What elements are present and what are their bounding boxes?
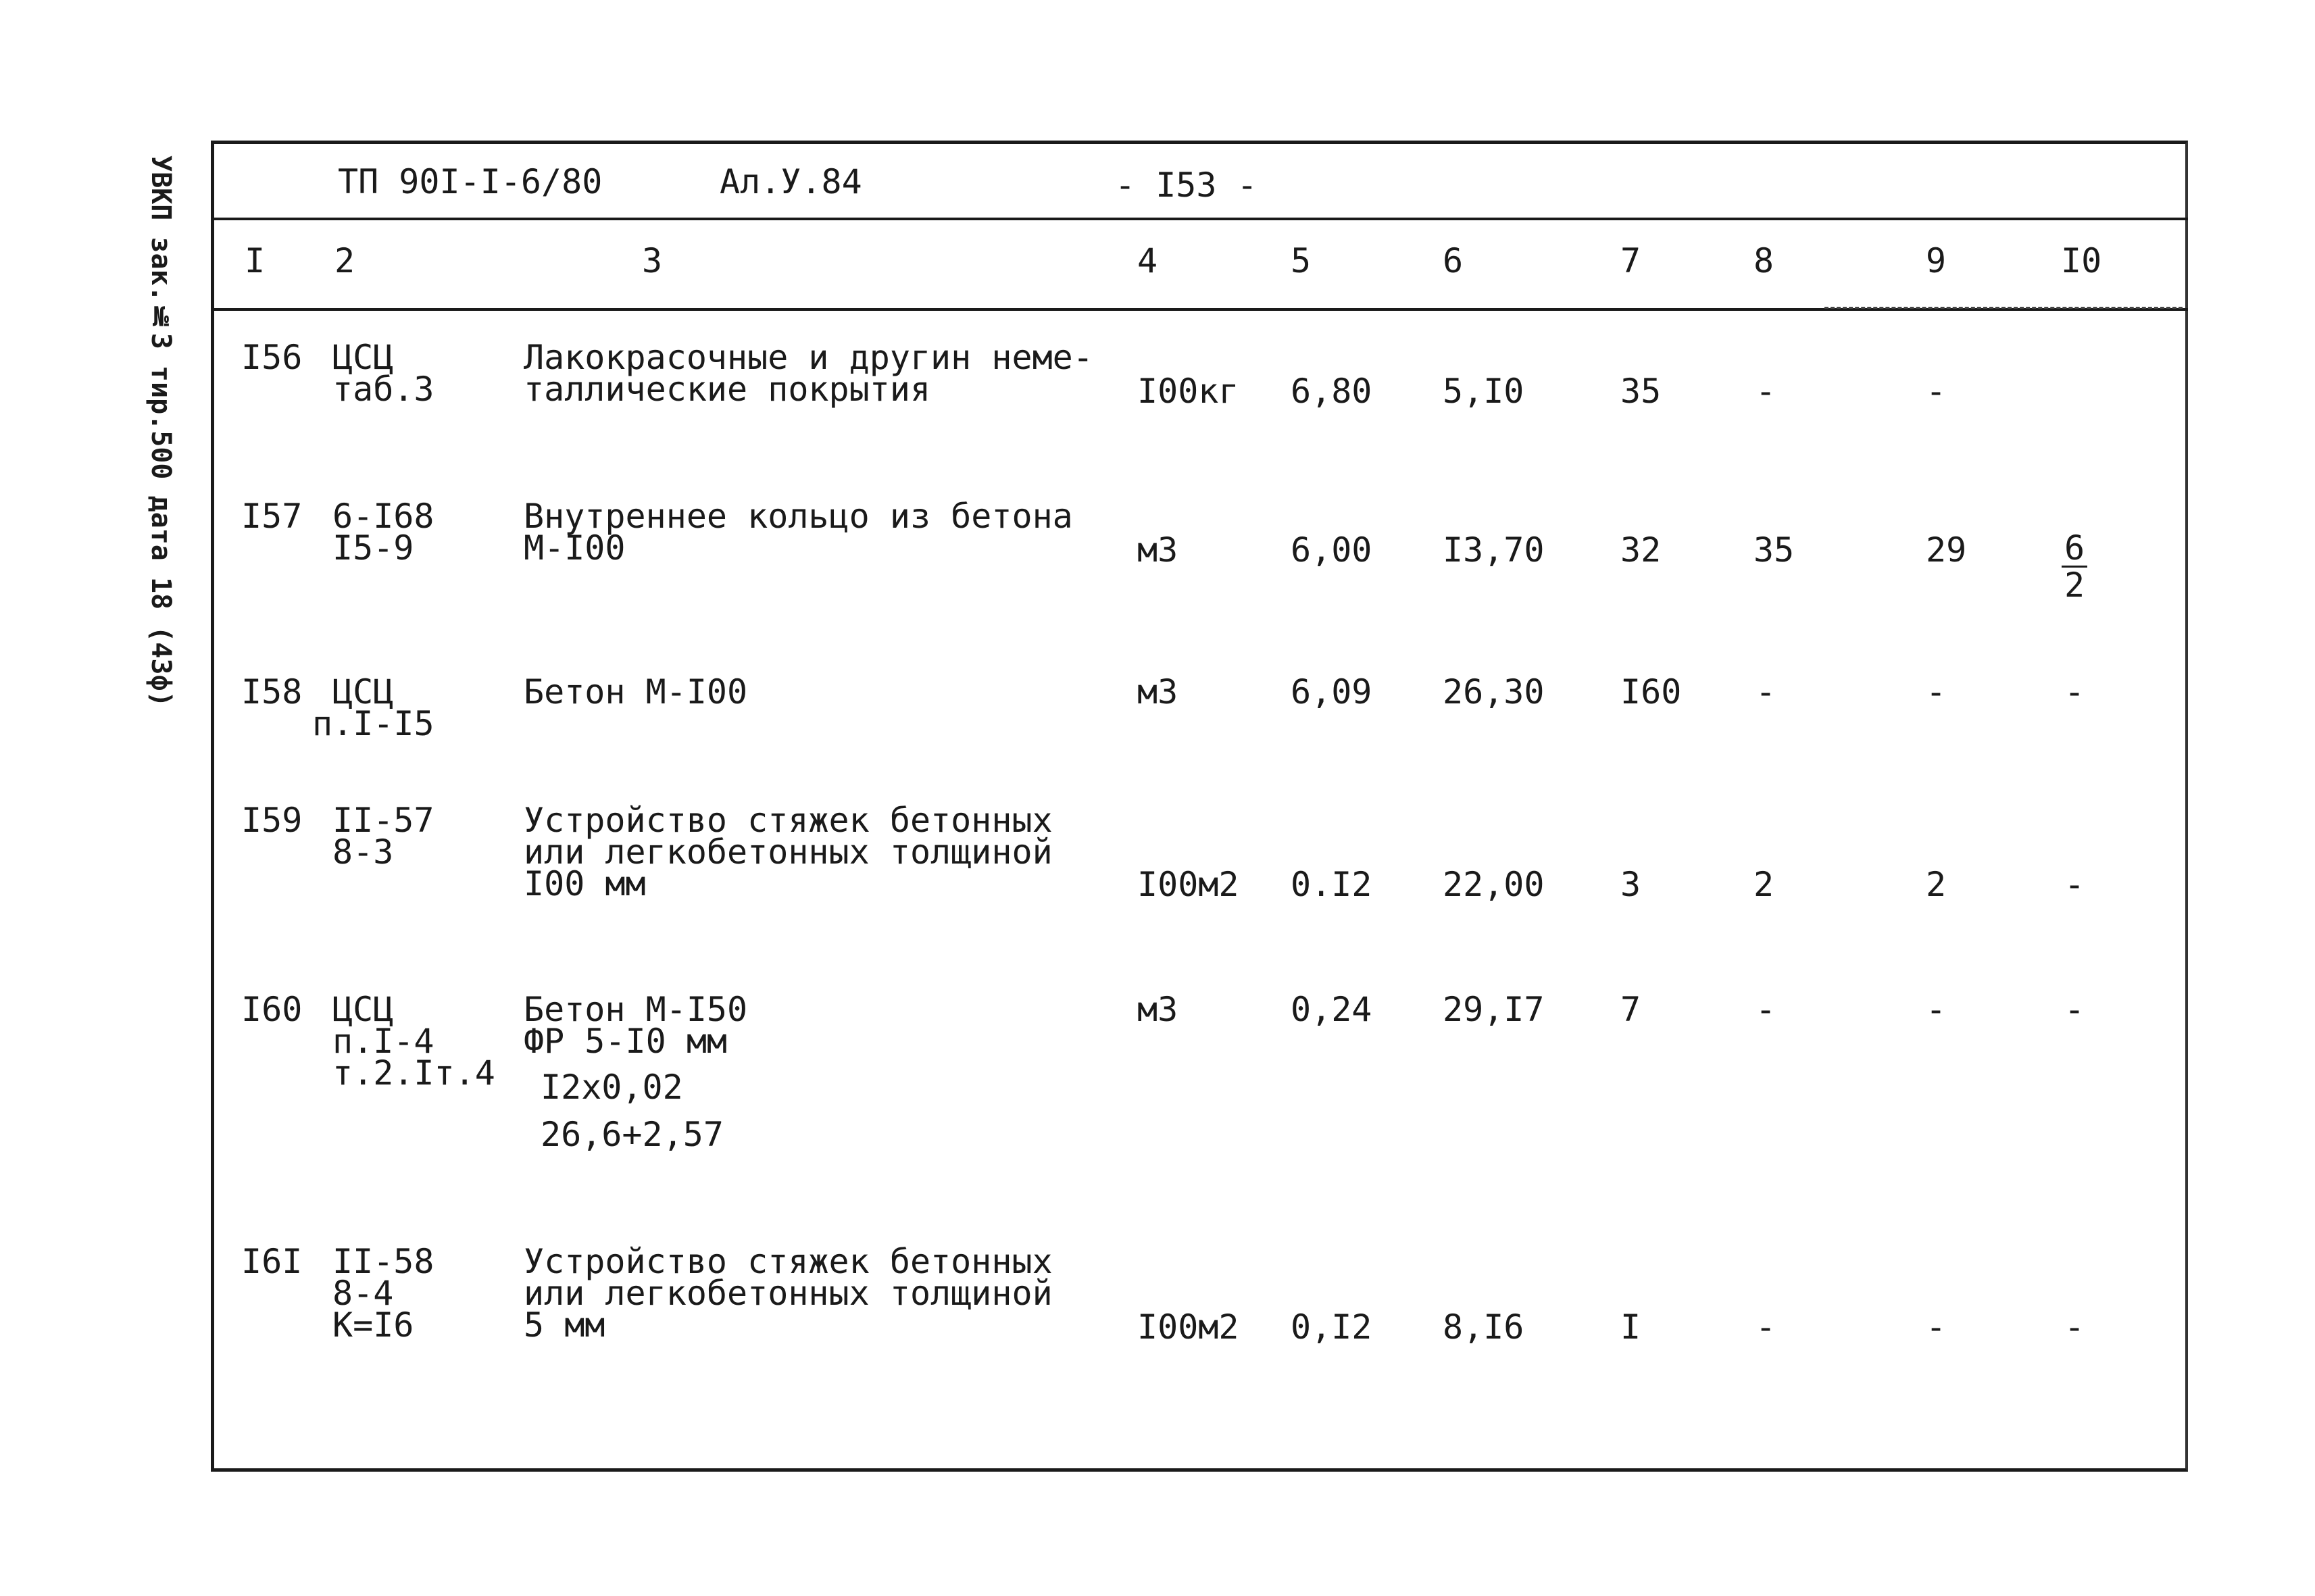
row-description: таллические покрытия bbox=[524, 370, 931, 409]
row-number: I6I bbox=[241, 1242, 303, 1281]
row-description: Внутреннее кольцо из бетона bbox=[524, 497, 1073, 536]
fraction-denominator: 2 bbox=[2064, 566, 2085, 605]
row-description: Бетон М-I00 bbox=[524, 672, 748, 712]
row-description: или легкобетонных толщиной bbox=[524, 832, 1053, 872]
row-description: М-I00 bbox=[524, 528, 626, 568]
row-code: 8-3 bbox=[332, 832, 394, 872]
row-code: II-57 bbox=[332, 801, 434, 840]
row-col5: 6,00 bbox=[1291, 530, 1372, 570]
row-col9: - bbox=[1926, 990, 1947, 1029]
row-col7: I60 bbox=[1620, 672, 1682, 712]
row-description: I00 мм bbox=[524, 864, 646, 903]
col-header-9: 9 bbox=[1926, 241, 1947, 280]
row-description: Устройство стяжек бетонных bbox=[524, 1242, 1053, 1281]
col-header-3: 3 bbox=[642, 241, 663, 280]
row-col8: - bbox=[1756, 1307, 1776, 1347]
row-col8: - bbox=[1756, 372, 1776, 411]
row-col6: 29,I7 bbox=[1443, 990, 1545, 1029]
row-number: I58 bbox=[241, 672, 303, 712]
row-col8: - bbox=[1756, 990, 1776, 1029]
document-code: ТП 90I-I-6/80 bbox=[338, 162, 603, 201]
row-unit: м3 bbox=[1137, 672, 1178, 712]
row-number: I59 bbox=[241, 801, 303, 840]
row-col7: 32 bbox=[1620, 530, 1662, 570]
row-col6: 26,30 bbox=[1443, 672, 1545, 712]
row-description: Устройство стяжек бетонных bbox=[524, 801, 1053, 840]
dashed-rule bbox=[1824, 307, 2183, 309]
row-col9: - bbox=[1926, 372, 1947, 411]
row-col9: 29 bbox=[1926, 530, 1967, 570]
row-col10: - bbox=[2064, 672, 2085, 712]
row-unit: м3 bbox=[1137, 990, 1178, 1029]
row-col8: - bbox=[1756, 672, 1776, 712]
row-col6: 8,I6 bbox=[1443, 1307, 1524, 1347]
row-col10: - bbox=[2064, 990, 2085, 1029]
row-col5: 6,09 bbox=[1291, 672, 1372, 712]
row-col6: I3,70 bbox=[1443, 530, 1545, 570]
row-code: II-58 bbox=[332, 1242, 434, 1281]
row-col9: - bbox=[1926, 1307, 1947, 1347]
row-unit: I00м2 bbox=[1137, 865, 1239, 904]
row-col10-fraction bbox=[2054, 530, 2095, 603]
row-description: Бетон М-I50 bbox=[524, 990, 748, 1029]
row-code: ЦСЦ bbox=[332, 990, 394, 1029]
row-col7: 7 bbox=[1620, 990, 1641, 1029]
row-code: п.I-I5 bbox=[312, 704, 434, 743]
row-col7: 3 bbox=[1620, 865, 1641, 904]
row-col8: 35 bbox=[1753, 530, 1795, 570]
row-code: К=I6 bbox=[332, 1305, 414, 1345]
col-header-2: 2 bbox=[334, 241, 355, 280]
row-col7: 35 bbox=[1620, 372, 1662, 411]
row-col9: - bbox=[1926, 672, 1947, 712]
row-code: I5-9 bbox=[332, 528, 414, 568]
row-col5: 6,80 bbox=[1291, 372, 1372, 411]
row-calc: 26,6+2,57 bbox=[541, 1115, 724, 1154]
row-description: 5 мм bbox=[524, 1305, 605, 1345]
row-description: ФР 5-I0 мм bbox=[524, 1022, 728, 1061]
row-col5: 0,I2 bbox=[1291, 1307, 1372, 1347]
col-header-5: 5 bbox=[1291, 241, 1312, 280]
row-col7: I bbox=[1620, 1307, 1641, 1347]
row-col10: - bbox=[2064, 865, 2085, 904]
col-header-7: 7 bbox=[1620, 241, 1641, 280]
row-unit: м3 bbox=[1137, 530, 1178, 570]
row-code: п.I-4 bbox=[332, 1022, 434, 1061]
row-code: 8-4 bbox=[332, 1274, 394, 1313]
row-col9: 2 bbox=[1926, 865, 1947, 904]
row-number: I57 bbox=[241, 497, 303, 536]
row-code: ЦСЦ bbox=[332, 338, 394, 377]
row-description: Лакокрасочные и другин неме- bbox=[524, 338, 1093, 377]
row-col6: 22,00 bbox=[1443, 865, 1545, 904]
row-code: таб.3 bbox=[332, 370, 434, 409]
row-calc: I2х0,02 bbox=[541, 1068, 683, 1107]
table-frame bbox=[211, 141, 2188, 1472]
col-header-6: 6 bbox=[1443, 241, 1464, 280]
col-header-8: 8 bbox=[1753, 241, 1774, 280]
margin-stamp: УВКП зак.№3 тир.500 дата 18 (43ф) bbox=[145, 155, 176, 707]
row-col6: 5,I0 bbox=[1443, 372, 1524, 411]
row-code: т.2.Iт.4 bbox=[332, 1053, 495, 1093]
row-col5: 0.I2 bbox=[1291, 865, 1372, 904]
row-number: I56 bbox=[241, 338, 303, 377]
page-number: - I53 - bbox=[1115, 166, 1258, 205]
col-header-4: 4 bbox=[1137, 241, 1158, 280]
row-col8: 2 bbox=[1753, 865, 1774, 904]
row-col10: - bbox=[2064, 1307, 2085, 1347]
row-unit: I00м2 bbox=[1137, 1307, 1239, 1347]
row-col5: 0,24 bbox=[1291, 990, 1372, 1029]
col-header-10: I0 bbox=[2061, 241, 2102, 280]
row-code: 6-I68 bbox=[332, 497, 434, 536]
row-description: или легкобетонных толщиной bbox=[524, 1274, 1053, 1313]
fraction-numerator: 6 bbox=[2062, 530, 2087, 568]
header-divider bbox=[211, 218, 2188, 220]
row-unit: I00кг bbox=[1137, 372, 1239, 411]
row-code: ЦСЦ bbox=[332, 672, 394, 712]
row-number: I60 bbox=[241, 990, 303, 1029]
album-number: Ал.У.84 bbox=[720, 162, 862, 201]
col-header-1: I bbox=[245, 241, 266, 280]
